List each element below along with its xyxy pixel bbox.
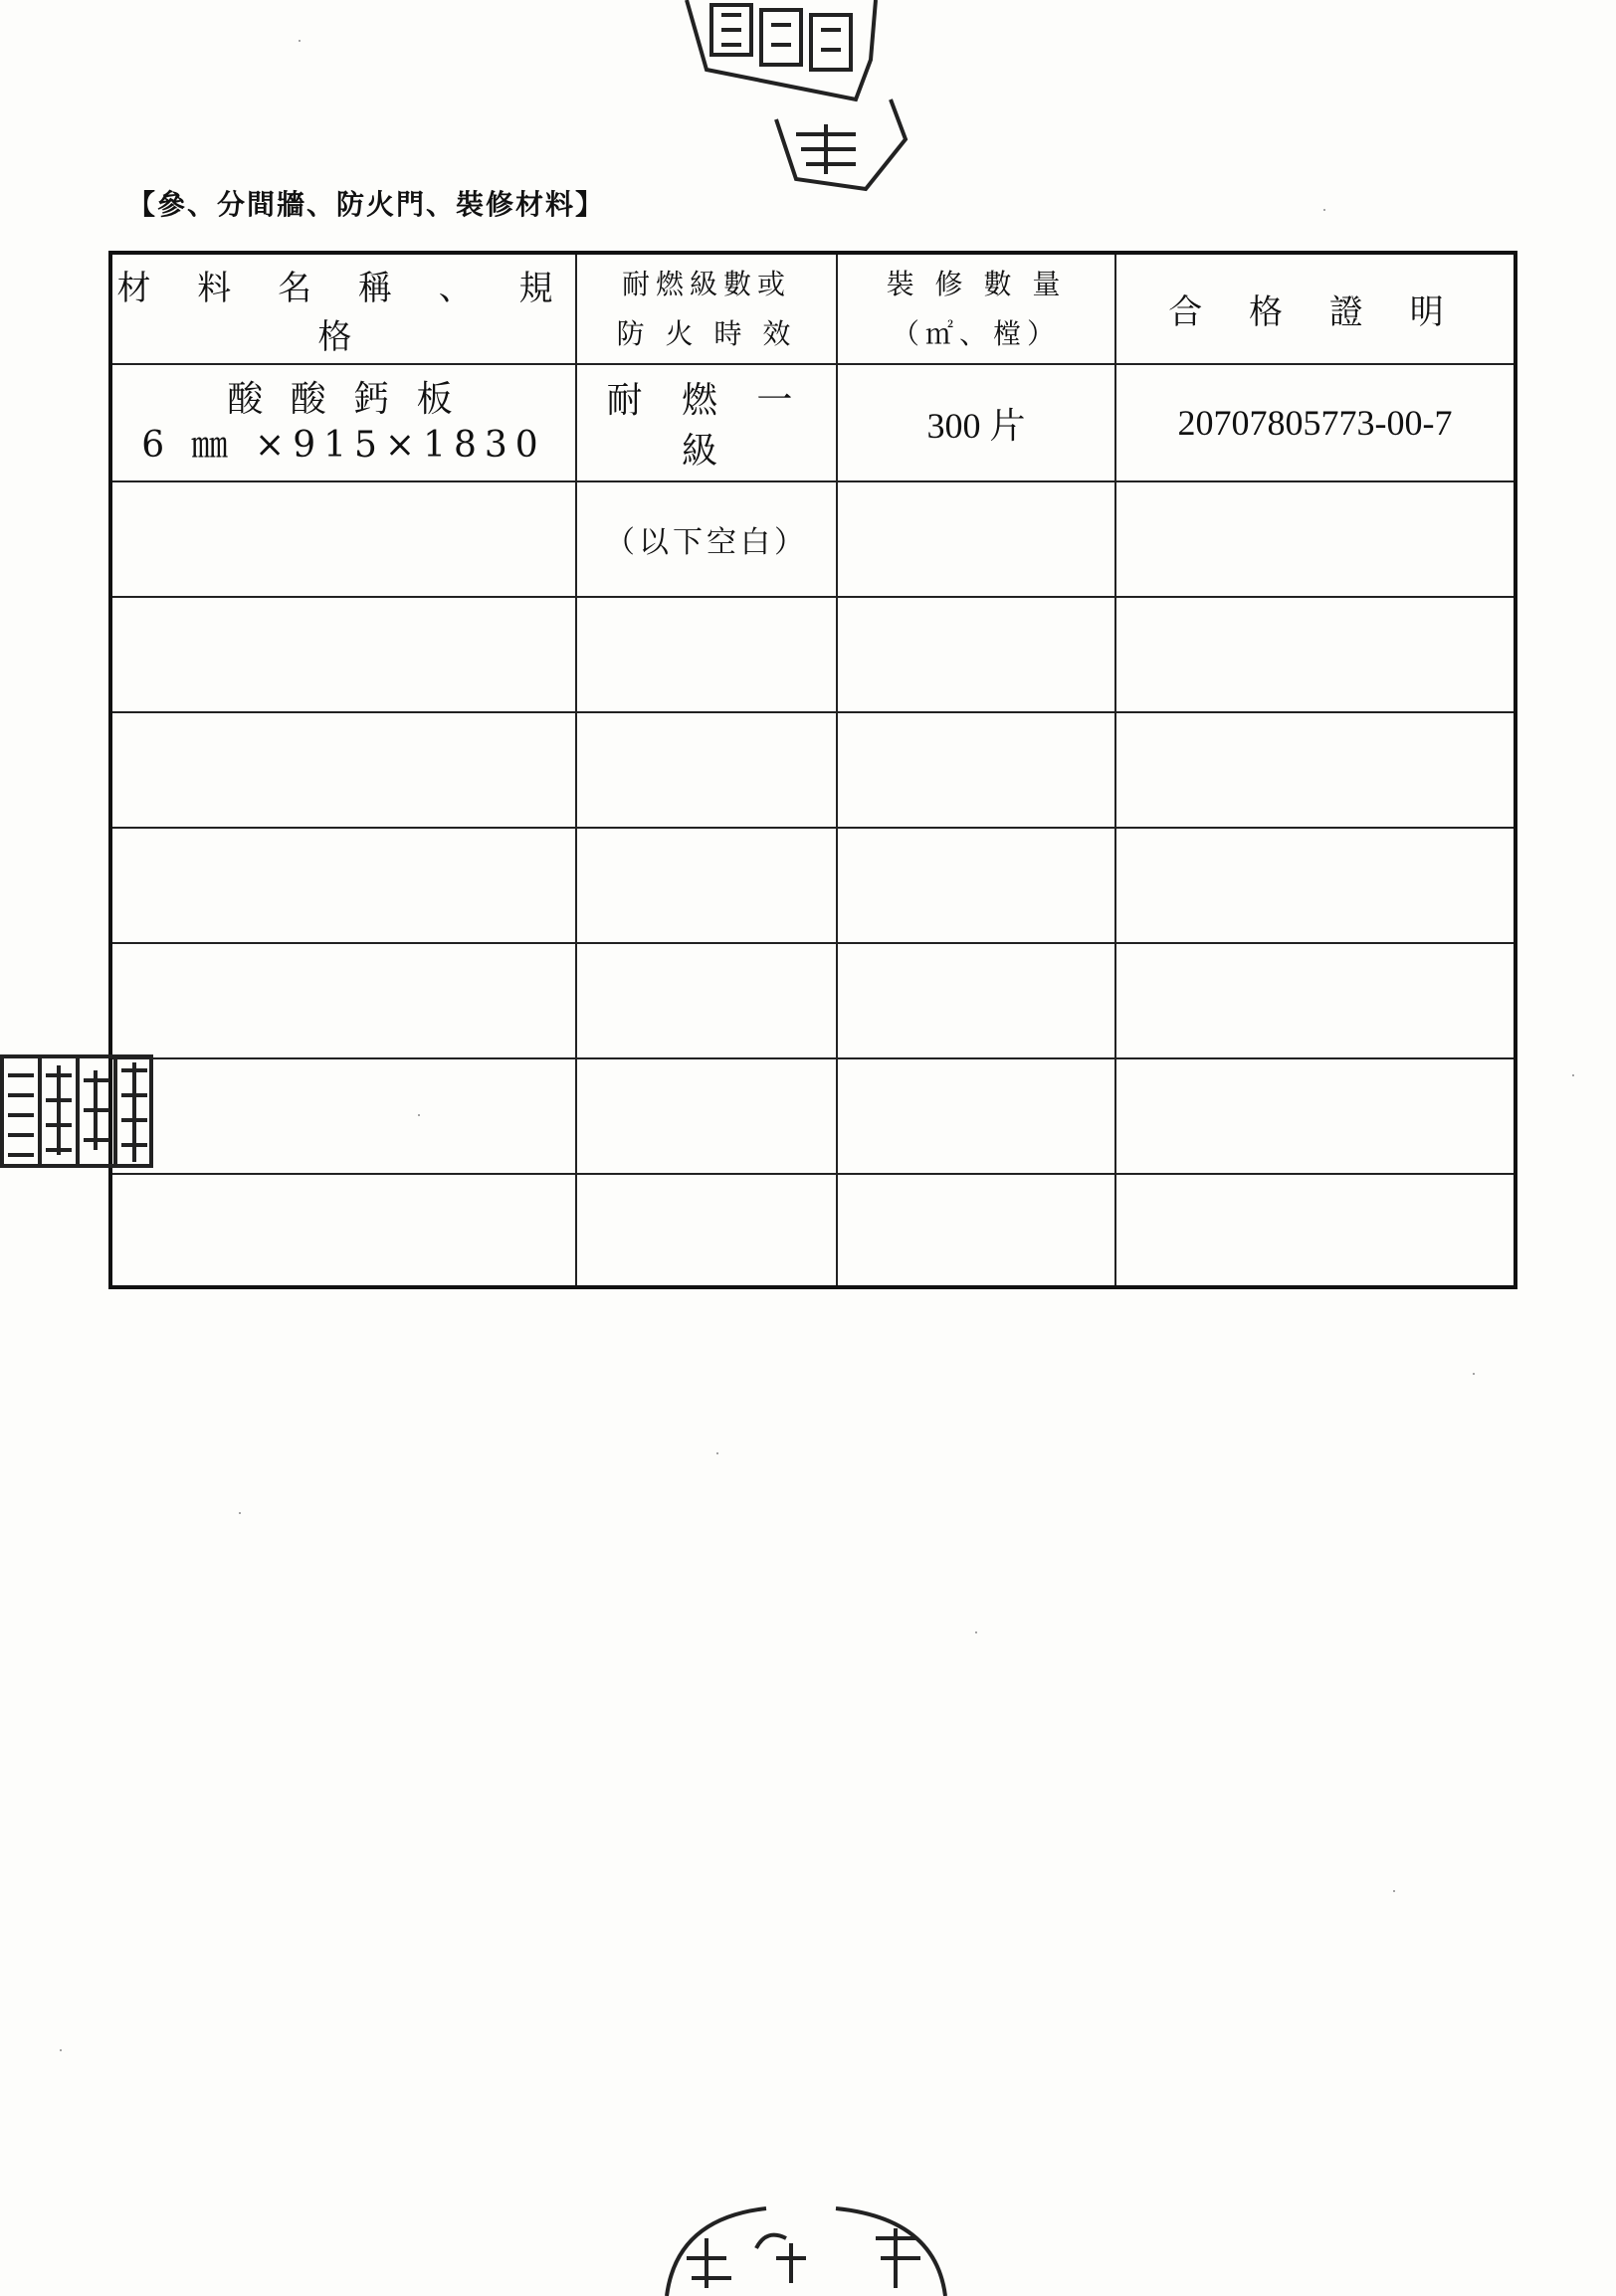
empty-cell — [837, 597, 1115, 712]
section-heading: 【參、分間牆、防火門、裝修材料】 — [127, 188, 606, 221]
header-certificate — [1115, 253, 1515, 364]
table-row-empty — [110, 712, 1515, 828]
empty-cell — [576, 712, 837, 828]
empty-cell — [110, 943, 576, 1058]
empty-cell — [1115, 943, 1515, 1058]
header-rating-line1: 耐燃級數或 — [621, 267, 791, 300]
header-certificate-label: 合 格 證 明 — [1168, 292, 1462, 332]
empty-cell — [576, 1174, 837, 1287]
cell-certificate: 20707805773-00-7 — [1115, 364, 1515, 481]
empty-cell — [110, 828, 576, 943]
material-spec: 6 ㎜ ×915×1830 — [141, 425, 546, 466]
empty-cell — [1115, 1058, 1515, 1174]
cell-rating: 耐 燃 一 級 — [576, 364, 837, 481]
header-material — [110, 253, 576, 364]
empty-cell — [837, 943, 1115, 1058]
table-row — [110, 481, 1515, 597]
empty-cell — [837, 1058, 1115, 1174]
table-row-empty — [110, 828, 1515, 943]
empty-cell — [110, 597, 576, 712]
empty-cell — [837, 712, 1115, 828]
empty-cell — [837, 1174, 1115, 1287]
header-material-label: 材 料 名 稱 、 規 格 — [116, 268, 571, 357]
table-row-empty — [110, 597, 1515, 712]
cell-quantity — [837, 481, 1115, 597]
empty-cell — [110, 1058, 576, 1174]
table-header-row — [110, 253, 1515, 364]
table-row — [110, 364, 1515, 481]
table-row-empty — [110, 1058, 1515, 1174]
header-quantity — [837, 253, 1115, 364]
empty-cell — [110, 1174, 576, 1287]
cell-certificate — [1115, 481, 1515, 597]
empty-cell — [1115, 712, 1515, 828]
table-row-empty — [110, 943, 1515, 1058]
empty-cell — [576, 597, 837, 712]
materials-table — [108, 251, 1517, 1289]
cell-quantity: 300 片 — [837, 364, 1115, 481]
seal-stamp-top — [677, 0, 925, 199]
header-rating — [576, 253, 837, 364]
table-row-empty — [110, 1174, 1515, 1287]
cell-rating: （以下空白） — [576, 481, 837, 597]
material-name: 酸 酸 鈣 板 — [227, 379, 461, 420]
empty-cell — [576, 943, 837, 1058]
cell-material — [110, 364, 576, 481]
header-rating-line2: 防 火 時 效 — [616, 316, 797, 350]
empty-cell — [1115, 597, 1515, 712]
empty-cell — [110, 712, 576, 828]
empty-cell — [1115, 1174, 1515, 1287]
empty-cell — [1115, 828, 1515, 943]
cell-material — [110, 481, 576, 597]
header-quantity-line1: 裝 修 數 量 — [886, 267, 1067, 300]
empty-cell — [576, 1058, 837, 1174]
seal-stamp-left — [0, 1051, 159, 1174]
seal-stamp-bottom — [657, 2199, 955, 2296]
header-quantity-line2: （㎡、樘） — [891, 316, 1061, 350]
empty-cell — [837, 828, 1115, 943]
empty-cell — [576, 828, 837, 943]
